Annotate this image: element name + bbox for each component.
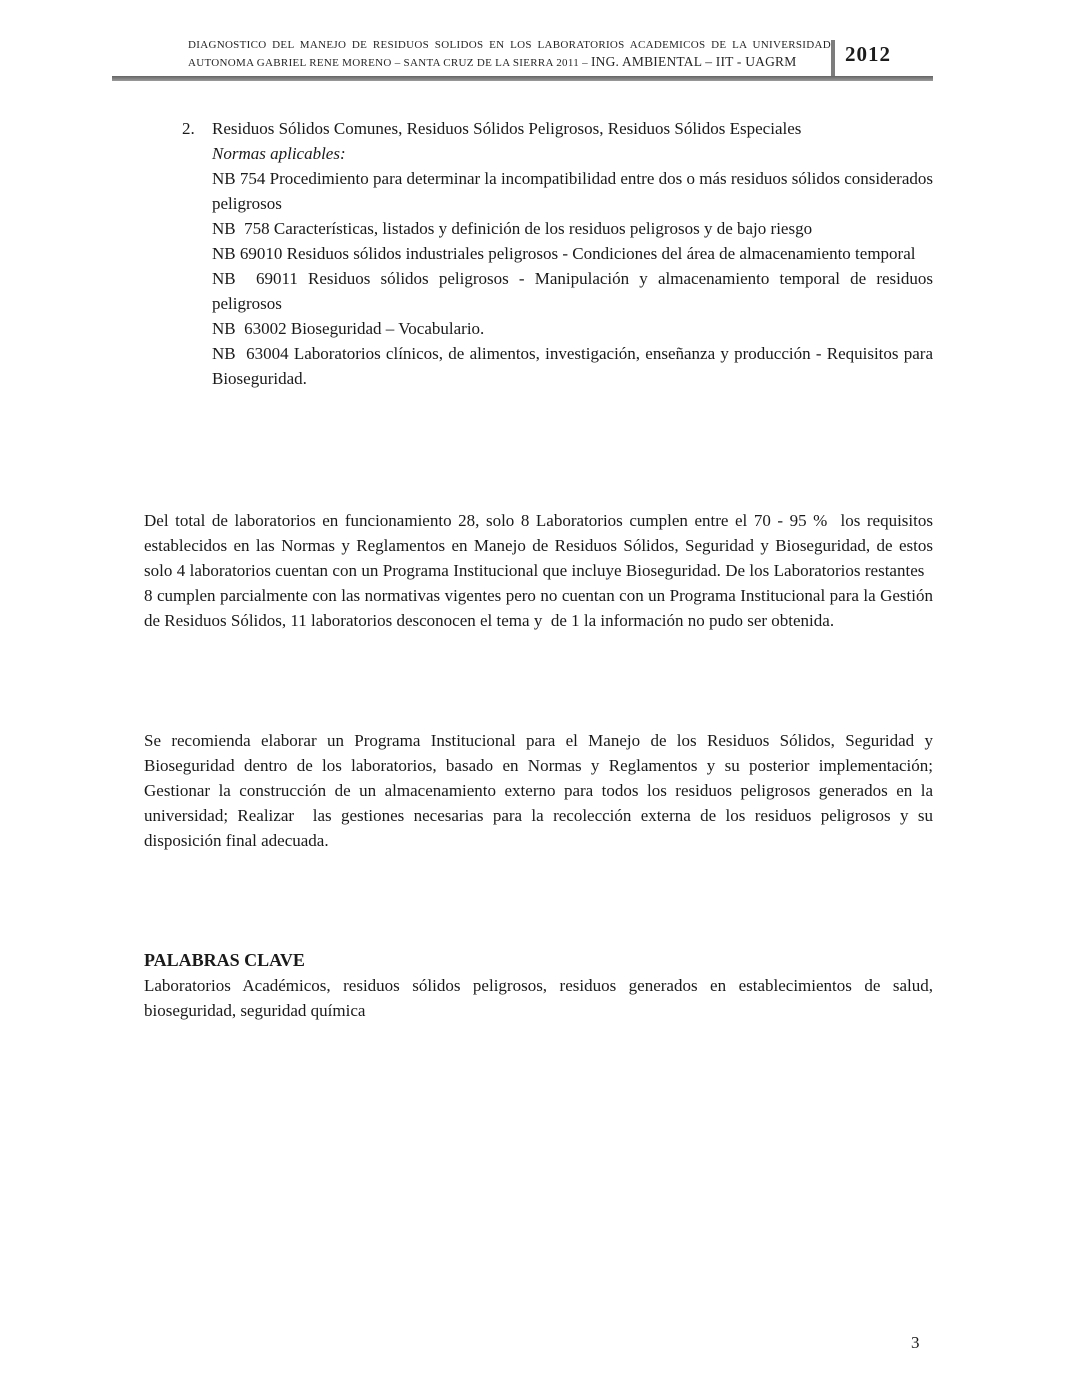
keywords-heading: PALABRAS CLAVE — [144, 950, 305, 970]
header-divider-line — [831, 40, 835, 77]
keywords-section — [144, 948, 933, 1023]
paragraph-recommendations: Se recomienda elaborar un Programa Institucional para el Manejo de los Residuos Sólidos, Seguridad y Bioseguridad dentro de los laboratorios, basado en Normas y Reglamentos y su posterior implementación; Gestionar la construcción de un almacenamiento externo para todos los residuos peligrosos generados en la universidad; Realizar las gestiones necesarias para la recolección externa de los residuos peligrosos y su disposición final adecuada. — [144, 731, 933, 850]
list-item-subtitle: Normas aplicables: — [212, 144, 346, 163]
keywords-text: Laboratorios Académicos, residuos sólidos peligrosos, residuos generados en establecimientos de salud, bioseguridad, seguridad química — [144, 976, 933, 1020]
paragraph-results: Del total de laboratorios en funcionamiento 28, solo 8 Laboratorios cumplen entre el 70 - 95 % los requisitos establecidos en las Normas y Reglamentos en Manejo de Residuos Sólidos, Seguridad y Bioseguridad, de estos solo 4 laboratorios cuentan con un Programa Institucional que incluye Bioseguridad. De los Laboratorios restantes 8 cumplen parcialmente con las normativas vigentes pero no cuentan con un Programa Institucional para la Gestión de Residuos Sólidos, 11 laboratorios desconocen el tema y de 1 la información no pudo ser obtenida. — [144, 511, 933, 630]
header-year: 2012 — [845, 42, 891, 66]
list-item-2 — [144, 116, 933, 391]
page-number: 3 — [911, 1333, 920, 1352]
norm-entry: NB 69011 Residuos sólidos peligrosos - Manipulación y almacenamiento temporal de residuos peligrosos — [212, 269, 933, 313]
norm-entry: NB 63004 Laboratorios clínicos, de alimentos, investigación, enseñanza y producción - Requisitos para Bioseguridad. — [212, 344, 933, 388]
page-header-title — [188, 37, 831, 71]
norm-entry: NB 69010 Residuos sólidos industriales peligrosos - Condiciones del área de almacenamiento temporal — [212, 244, 916, 263]
header-title-dept: ING. AMBIENTAL – IIT - UAGRM — [590, 53, 797, 69]
norm-entry: NB 758 Características, listados y definición de los residuos peligrosos y de bajo riesgo — [212, 219, 813, 238]
norm-entry: NB 63002 Bioseguridad – Vocabulario. — [212, 319, 485, 338]
header-title-main: DIAGNOSTICO DEL MANEJO DE RESIDUOS SOLIDOS EN LOS LABORATORIOS ACADEMICOS DE LA UNIVERSIDAD AUTONOMA GABRIEL RENE MORENO – SANTA CRUZ DE LA SIERRA 2011 – — [188, 39, 831, 69]
list-item-title: Residuos Sólidos Comunes, Residuos Sólidos Peligrosos, Residuos Sólidos Especiales — [212, 119, 802, 138]
list-item-number: 2. — [182, 119, 195, 138]
norm-entry: NB 754 Procedimiento para determinar la incompatibilidad entre dos o más residuos sólidos considerados peligrosos — [212, 169, 933, 213]
header-rule — [112, 76, 933, 81]
